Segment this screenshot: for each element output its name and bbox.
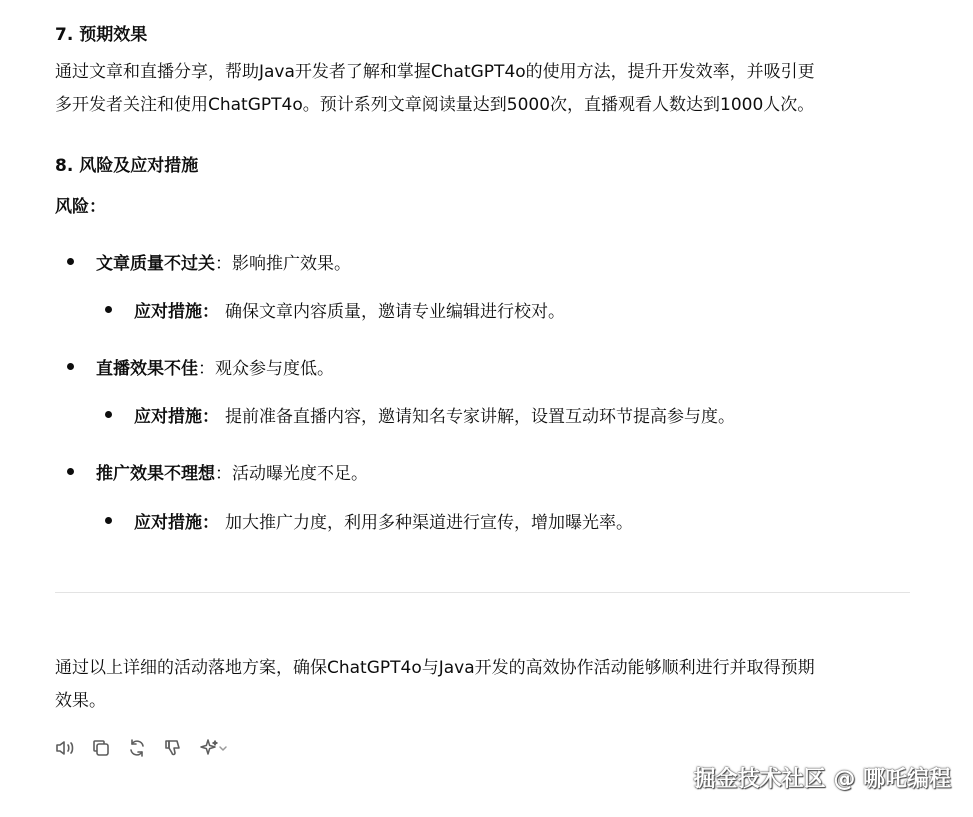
bullet <box>67 363 74 370</box>
bullet <box>105 306 112 313</box>
risk-desc: ：观众参与度低。 <box>198 359 334 379</box>
bullet <box>67 258 74 265</box>
measure-label: 应对措施： <box>134 513 219 533</box>
list-item <box>105 297 565 322</box>
risk-label: 风险： <box>55 197 106 217</box>
measure-text: 确保文章内容质量，邀请专业编辑进行校对。 <box>225 302 565 322</box>
divider <box>55 592 910 593</box>
list-item <box>105 508 633 533</box>
measure-label: 应对措施： <box>134 302 219 322</box>
read-aloud-icon <box>55 738 77 758</box>
risk-desc: ：影响推广效果。 <box>215 254 351 274</box>
message-actions <box>55 736 239 760</box>
model-switch-icon <box>199 738 229 758</box>
risk-title: 直播效果不佳 <box>96 359 198 379</box>
list-item <box>67 459 368 484</box>
paragraph-line: 通过文章和直播分享，帮助Java开发者了解和掌握ChatGPT4o的使用方法，提升开发效率，并吸引更 <box>55 62 815 82</box>
measure-label: 应对措施： <box>134 407 219 427</box>
measure-text: 加大推广力度，利用多种渠道进行宣传，增加曝光率。 <box>225 513 633 533</box>
list-item <box>105 402 735 427</box>
bullet <box>105 411 112 418</box>
watermark: 掘金技术社区 @ 哪吒编程 <box>693 767 951 792</box>
section-heading: 7. 预期效果 <box>55 25 148 45</box>
risk-title: 文章质量不过关 <box>96 254 215 274</box>
paragraph-line: 效果。 <box>55 691 106 711</box>
bullet <box>105 517 112 524</box>
paragraph-line: 通过以上详细的活动落地方案，确保ChatGPT4o与Java开发的高效协作活动能够顺利进行并取得预期 <box>55 658 815 678</box>
risk-desc: ：活动曝光度不足。 <box>215 464 368 484</box>
paragraph-line: 多开发者关注和使用ChatGPT4o。预计系列文章阅读量达到5000次，直播观看人数达到1000人次。 <box>55 95 815 115</box>
regenerate-icon <box>127 738 147 758</box>
read-aloud-button[interactable] <box>55 736 91 760</box>
copy-button[interactable] <box>91 736 127 760</box>
section-heading: 8. 风险及应对措施 <box>55 156 199 176</box>
thumbs-down-button[interactable] <box>163 736 199 760</box>
thumbs-down-icon <box>163 738 183 758</box>
risk-title: 推广效果不理想 <box>96 464 215 484</box>
copy-icon <box>91 738 111 758</box>
measure-text: 提前准备直播内容，邀请知名专家讲解，设置互动环节提高参与度。 <box>225 407 735 427</box>
list-item <box>67 249 351 274</box>
model-switch-button[interactable] <box>199 736 239 760</box>
list-item <box>67 354 334 379</box>
regenerate-button[interactable] <box>127 736 163 760</box>
bullet <box>67 468 74 475</box>
